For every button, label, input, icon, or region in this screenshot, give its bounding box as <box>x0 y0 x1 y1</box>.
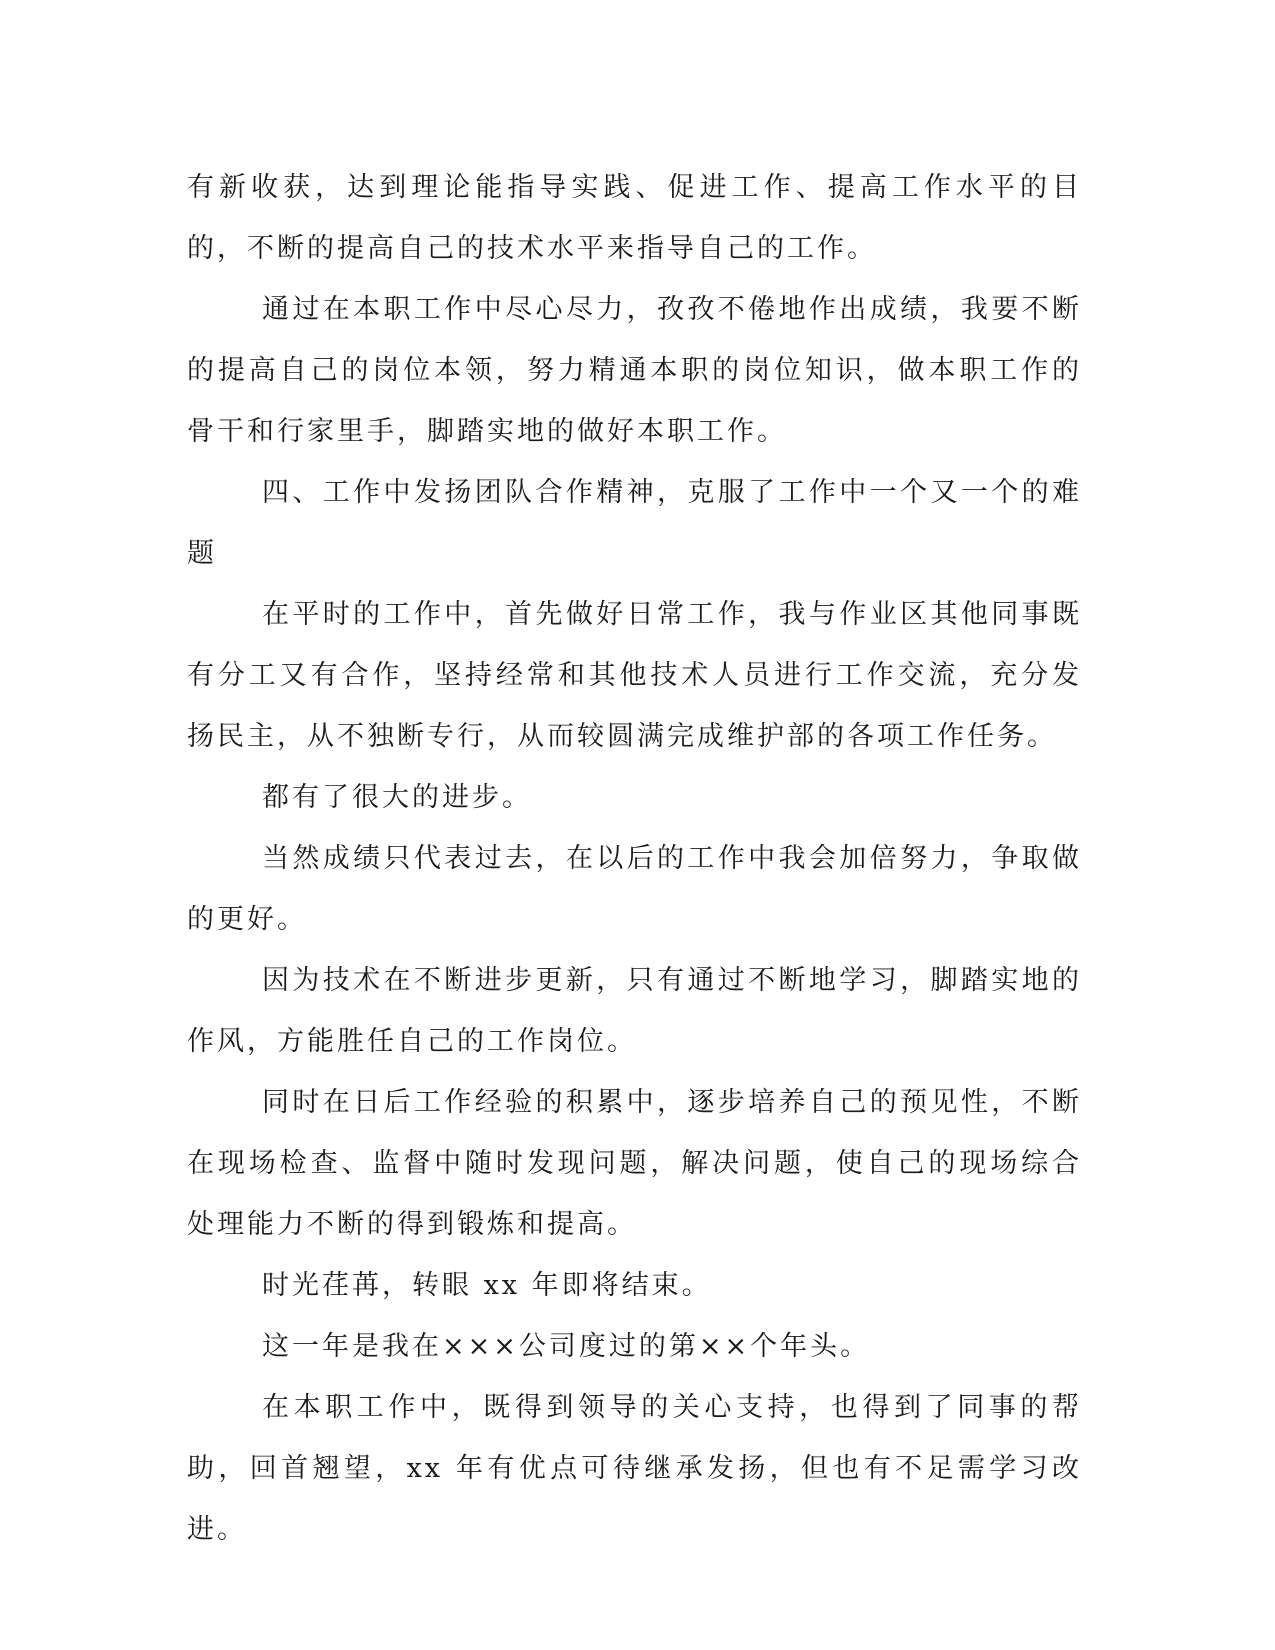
paragraph-review: 在本职工作中，既得到领导的关心支持，也得到了同事的帮助，回首翘望，xx 年有优点可待继承发扬，但也有不足需学习改进。 <box>187 1392 1082 1545</box>
paragraph-progress: 都有了很大的进步。 <box>262 782 532 813</box>
paragraph-continuation: 有新收获，达到理论能指导实践、促进工作、提高工作水平的目的，不断的提高自己的技术水平来指导自己的工作。 <box>187 172 1082 264</box>
paragraph-future-effort: 当然成绩只代表过去，在以后的工作中我会加倍努力，争取做的更好。 <box>187 843 1082 935</box>
paragraph-experience: 同时在日后工作经验的积累中，逐步培养自己的预见性，不断在现场检查、监督中随时发现问题，解决问题，使自己的现场综合处理能力不断的得到锻炼和提高。 <box>187 1087 1082 1240</box>
paragraph-technology-learning: 因为技术在不断进步更新，只有通过不断地学习，脚踏实地的作风，方能胜任自己的工作岗位。 <box>187 965 1082 1057</box>
paragraph-job-effort: 通过在本职工作中尽心尽力，孜孜不倦地作出成绩，我要不断的提高自己的岗位本领，努力精通本职的岗位知识，做本职工作的骨干和行家里手，脚踏实地的做好本职工作。 <box>187 294 1082 447</box>
section-heading-teamwork: 四、工作中发扬团队合作精神，克服了工作中一个又一个的难题 <box>187 477 1082 569</box>
paragraph-company-years: 这一年是我在×××公司度过的第××个年头。 <box>262 1331 871 1362</box>
paragraph-year-end: 时光荏苒，转眼 xx 年即将结束。 <box>262 1270 712 1301</box>
document-body <box>187 157 1082 1560</box>
paragraph-daily-work: 在平时的工作中，首先做好日常工作，我与作业区其他同事既有分工又有合作，坚持经常和其他技术人员进行工作交流，充分发扬民主，从不独断专行，从而较圆满完成维护部的各项工作任务。 <box>187 599 1082 752</box>
